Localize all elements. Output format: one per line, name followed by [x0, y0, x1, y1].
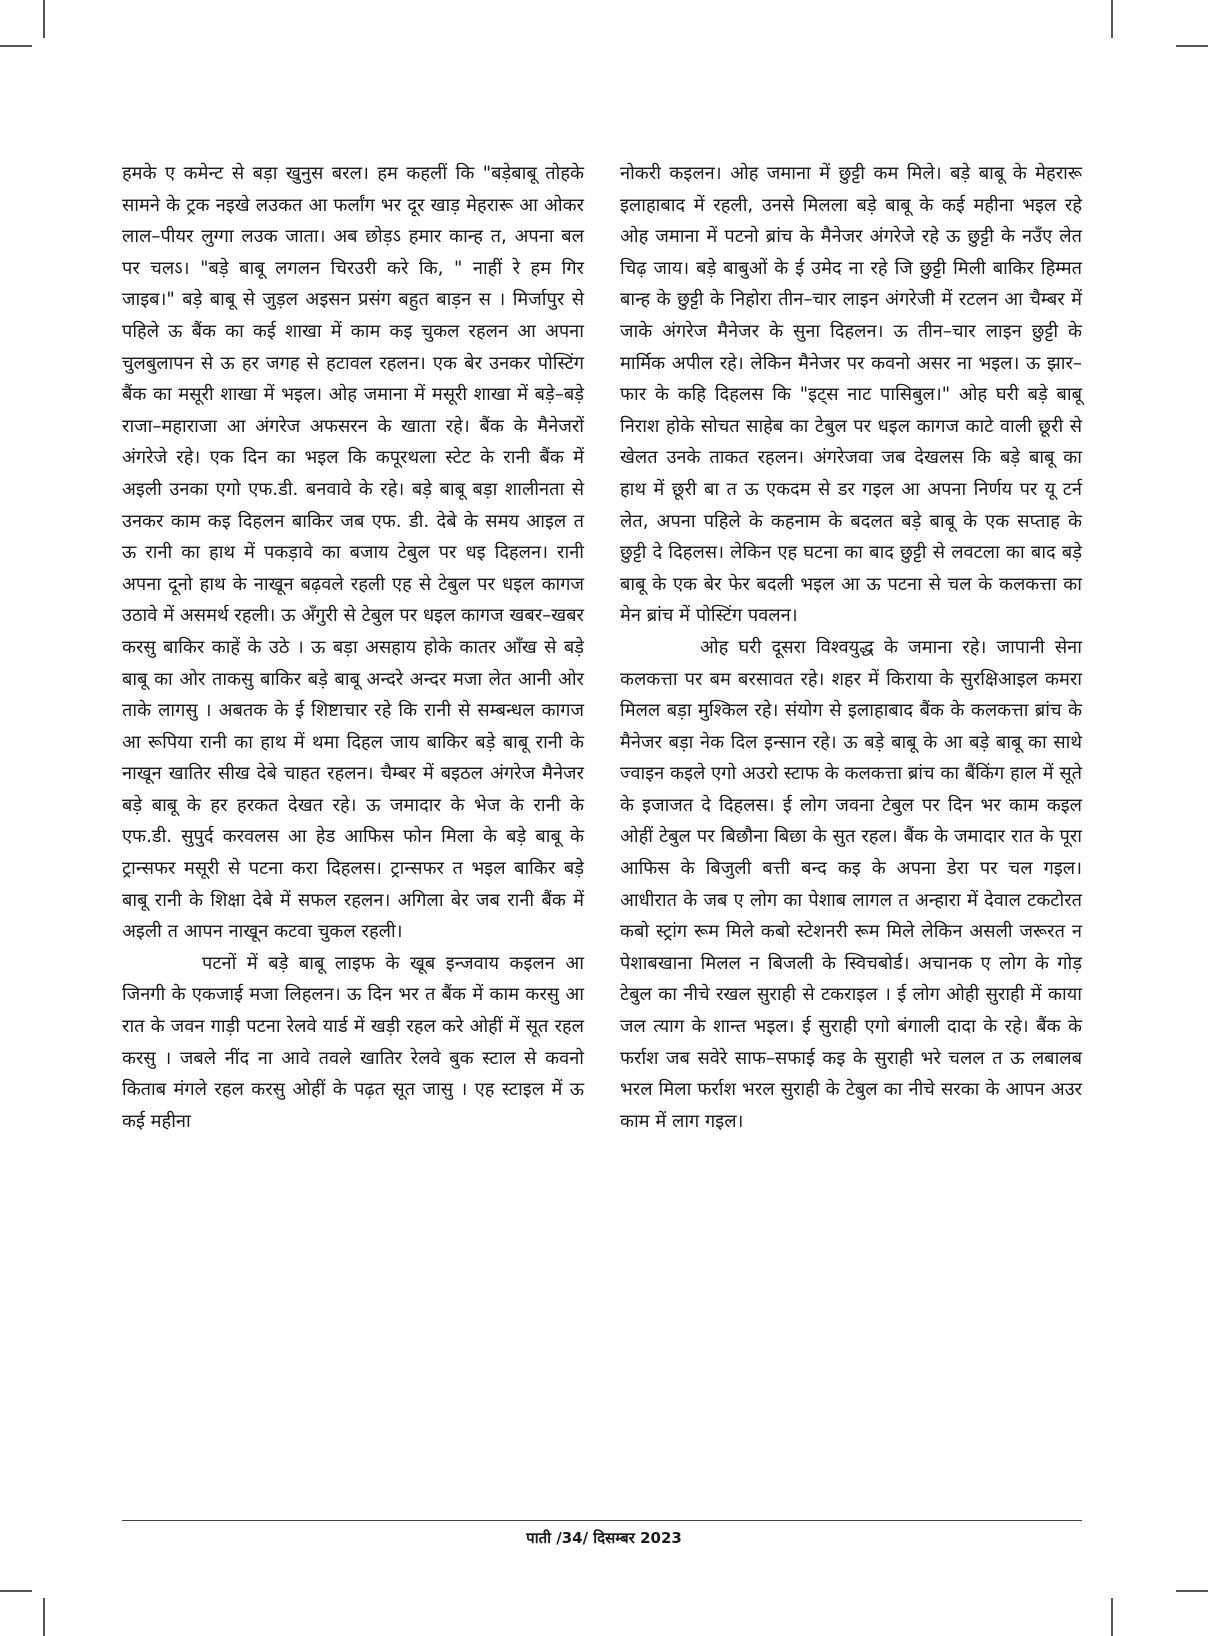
paragraph: हमके ए कमेन्ट से बड़ा खुनुस बरल। हम कहलीं कि "बड़ेबाबू तोहके सामने के ट्रक नइखे लउकत आ फर्लांग भर दूर खाड़ मेहरारू आ ओकर लाल–पीयर लुग्गा लउक जाता। अब छोड़ऽ हमार कान्ह त, अपना बल पर चलऽ। "बड़े बाबू लगलन चिरउरी करे कि, " नाहीं रे हम गिर जाइब।" बड़े बाबू से जुड़ल अइसन प्रसंग बहुत बाड़न स । मिर्जापुर से पहिले ऊ बैंक का कई शाखा में काम कइ चुकल रहलन आ अपना चुलबुलापन से ऊ हर जगह से हटावल रहलन। एक बेर उनकर पोस्टिंग बैंक का मसूरी शाखा में भइल। ओह जमाना में मसूरी शाखा में बड़े–बड़े राजा–महाराजा आ अंगरेज अफसरन के खाता रहे। बैंक के मैनेजरों अंगरेजे रहे। एक दिन का भइल कि कपूरथला स्टेट के रानी बैंक में अइली उनका एगो एफ.डी. बनवावे के रहे। बड़े बाबू बड़ा शालीनता से उनकर काम कइ दिहलन बाकिर जब एफ. डी. देबे के समय आइल त ऊ रानी का हाथ में पकड़ावे का बजाय टेबुल पर धइ दिहलन। रानी अपना दूनो हाथ के नाखून बढ़वले रहली एह से टेबुल पर धइल कागज उठावे में असमर्थ रहली। ऊ अँगुरी से टेबुल पर धइल कागज खबर–खबर करसु बाकिर काहें के उठे । ऊ बड़ा असहाय होके कातर आँख से बड़े बाबू का ओर ताकसु बाकिर बड़े बाबू अन्दरे अन्दर मजा लेत आनी ओर ताके लागसु । अबतक के ई शिष्टाचार रहे कि रानी से सम्बन्धल कागज आ रूपिया रानी का हाथ में थमा दिहल जाय बाकिर बड़े बाबू रानी के नाखून खातिर सीख देबे चाहत रहलन। चैम्बर में बइठल अंगरेज मैनेजर बड़े बाबू के हर हरकत देखत रहे। ऊ जमादार के भेज के रानी के एफ.डी. सुपुर्द करवलस आ हेड आफिस फोन मिला के बड़े बाबू के ट्रान्सफर मसूरी से पटना करा दिहलस। ट्रान्सफर त भइल बाकिर बड़े बाबू रानी के शिक्षा देबे में सफल रहलन। अगिला बेर जब रानी बैंक में अइली त आपन नाखून कटवा चुकल रहली। — [122, 163, 584, 943]
crop-mark — [1111, 1598, 1113, 1636]
crop-mark — [0, 1590, 32, 1592]
paragraph: ओह घरी दूसरा विश्वयुद्ध के जमाना रहे। जापानी सेना कलकत्ता पर बम बरसावत रहे। शहर में किराया के सुरक्षिआइल कमरा मिलल बड़ा मुश्किल रहे। संयोग से इलाहाबाद बैंक के कलकत्ता ब्रांच के मैनेजर बड़ा नेक दिल इन्सान रहे। ऊ बड़े बाबू के आ बड़े बाबू का साथे ज्वाइन कइले एगो अउरो स्टाफ के कलकत्ता ब्रांच का बैंकिंग हाल में सूते के इजाजत दे दिहलस। ई लोग जवना टेबुल पर दिन भर काम कइल ओहीं टेबुल पर बिछौना बिछा के सुत रहल। बैंक के जमादार रात के पूरा आफिस के बिजुली बत्ती बन्द कइ के अपना डेरा पर चल गइल। आधीरात के जब ए लोग का पेशाब लागल त अन्हारा में देवाल टकटोरत कबो स्ट्रांग रूम मिले कबो स्टेशनरी रूम मिले लेकिन असली जरूरत न पेशाबखाना मिलल न बिजली के स्विचबोर्ड। अचानक ए लोग के गोड़ टेबुल का नीचे रखल सुराही से टकराइल । ई लोग ओही सुराही में काया जल त्याग के शान्त भइल। ई सुराही एगो बंगाली दादा के रहे। बैंक के फर्राश जब सवेरे साफ–सफाई कइ के सुराही भरे चलल त ऊ लबालब भरल मिला फर्राश भरल सुराही के टेबुल का नीचे सरका के आपन अउर काम में लाग गइल। — [620, 636, 1082, 1132]
crop-mark — [1176, 45, 1208, 47]
right-text-column — [620, 158, 1082, 1137]
crop-mark — [1176, 1590, 1208, 1592]
crop-mark — [0, 45, 32, 47]
left-text-column — [122, 158, 584, 1137]
crop-mark — [43, 1598, 45, 1636]
paragraph: पटनों में बड़े बाबू लाइफ के खूब इन्जवाय कइलन आ जिनगी के एकजाई मजा लिहलन। ऊ दिन भर त बैंक में काम करसु आ रात के जवन गाड़ी पटना रेलवे यार्ड में खड़ी रहल करे ओहीं में सूत रहल करसु । जबले नींद ना आवे तवले खातिर रेलवे बुक स्टाल से कवनो किताब मंगले रहल करसु ओहीं के पढ़त सूत जासु । एह स्टाइल में ऊ कई महीना — [122, 952, 584, 1132]
crop-mark — [43, 0, 45, 38]
crop-mark — [1111, 0, 1113, 38]
page-footer: पाती /34/ दिसम्बर 2023 — [526, 1529, 682, 1547]
footer-rule — [122, 1520, 1082, 1521]
paragraph: नोकरी कइलन। ओह जमाना में छुट्टी कम मिले। बड़े बाबू के मेहरारू इलाहाबाद में रहली, उनसे मिलला बड़े बाबू के कई महीना भइल रहे ओह जमाना में पटनो ब्रांच के मैनेजर अंगरेजे रहे ऊ छुट्टी के नउँए लेत चिढ़ जाय। बड़े बाबुओं के ई उमेद ना रहे जि छुट्टी मिली बाकिर हिम्मत बान्ह के छुट्टी के निहोरा तीन–चार लाइन अंगरेजी में रटलन आ चैम्बर में जाके अंगरेज मैनेजर के सुना दिहलन। ऊ तीन–चार लाइन छुट्टी के मार्मिक अपील रहे। लेकिन मैनेजर पर कवनो असर ना भइल। ऊ झार–फार के कहि दिहलस कि "इट्स नाट पासिबुल।" ओह घरी बड़े बाबू निराश होके सोचत साहेब का टेबुल पर धइल कागज काटे वाली छूरी से खेलत उनके ताकत रहलन। अंगरेजवा जब देखलस कि बड़े बाबू का हाथ में छूरी बा त ऊ एकदम से डर गइल आ अपना निर्णय पर यू टर्न लेत, अपना पहिले के कहनाम के बदलत बड़े बाबू के एक सप्ताह के छुट्टी दे दिहलस। लेकिन एह घटना का बाद छुट्टी से लवटला का बाद बड़े बाबू के एक बेर फेर बदली भइल आ ऊ पटना से चल के कलकत्ता का मेन ब्रांच में पोस्टिंग पवलन। — [620, 163, 1082, 627]
